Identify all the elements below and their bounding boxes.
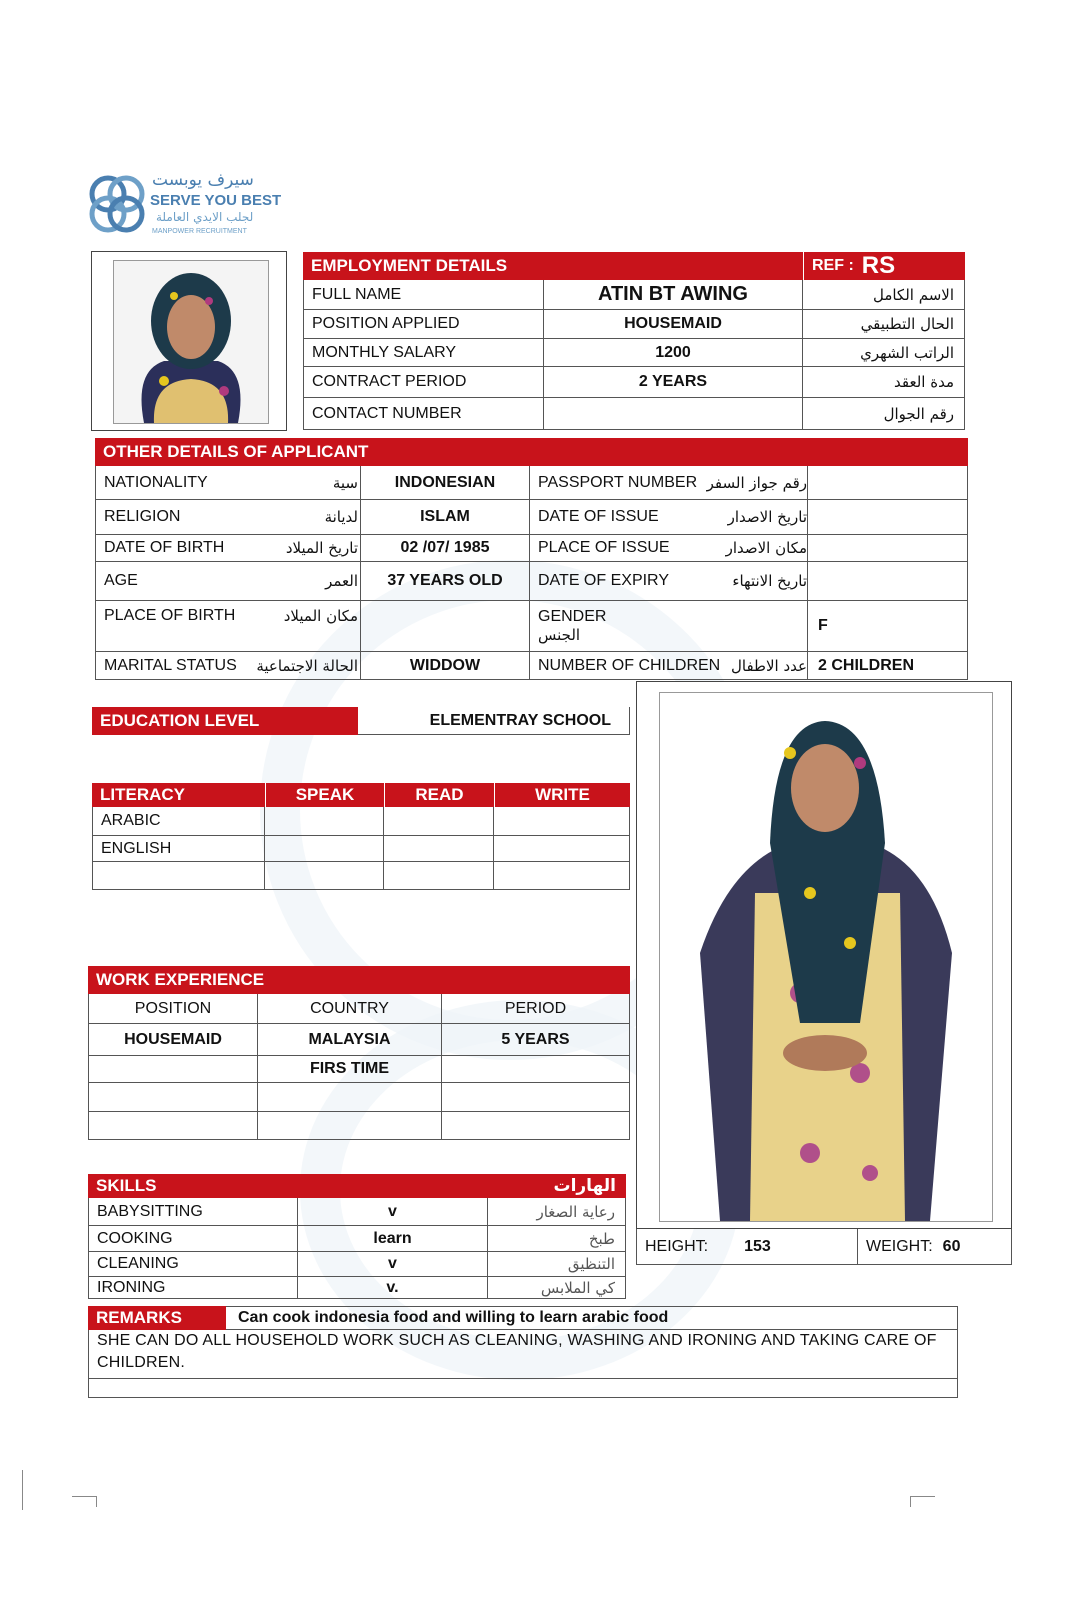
work-cell: FIRS TIME <box>258 1056 442 1083</box>
other-left-arabic: تاريخ الميلاد <box>285 539 358 557</box>
crop-mark <box>910 1496 935 1507</box>
employment-row-value: HOUSEMAID <box>544 310 803 339</box>
literacy-column-header: READ <box>384 783 494 807</box>
other-left-arabic: سية <box>332 473 358 492</box>
crop-mark <box>22 1470 23 1510</box>
other-right-label: DATE OF ISSUE <box>538 508 659 525</box>
literacy-cell <box>494 836 630 862</box>
remarks-line1: Can cook indonesia food and willing to learn arabic food <box>226 1306 958 1330</box>
work-column-header: COUNTRY <box>258 994 442 1024</box>
other-right-value <box>808 466 968 500</box>
other-left-value: WIDDOW <box>361 652 530 680</box>
employment-row-value <box>544 398 803 430</box>
skills-header-label: SKILLS <box>96 1176 157 1195</box>
other-left-label: NATIONALITY <box>104 473 208 491</box>
employment-row-arabic: الراتب الشهري <box>803 339 965 367</box>
employment-row-label: CONTACT NUMBER <box>303 398 544 430</box>
other-right-label: PASSPORT NUMBER <box>538 473 698 491</box>
other-details-header-right <box>530 438 968 466</box>
literacy-language: ARABIC <box>92 807 265 836</box>
work-cell: MALAYSIA <box>258 1024 442 1056</box>
employment-row-arabic: مدة العقد <box>803 367 965 398</box>
literacy-cell <box>265 862 384 890</box>
other-right-arabic: مكان الاصدار <box>725 539 807 557</box>
logo-english-sub: MANPOWER RECRUITMENT <box>152 228 247 235</box>
height-value: 153 <box>744 1237 771 1255</box>
other-right-label-cell <box>530 601 808 652</box>
literacy-language: ENGLISH <box>92 836 265 862</box>
other-right-arabic: تاريخ الاصدار <box>727 508 807 526</box>
other-left-arabic: الحالة الاجتماعية <box>256 656 358 675</box>
education-level-header: EDUCATION LEVEL <box>92 707 358 735</box>
skill-name: IRONING <box>88 1277 298 1299</box>
employment-row-arabic: الحال التطبيقي <box>803 310 965 339</box>
work-cell: HOUSEMAID <box>88 1024 258 1056</box>
other-left-arabic: لديانة <box>324 508 358 526</box>
remarks-empty-row <box>88 1378 958 1398</box>
literacy-cell <box>265 836 384 862</box>
other-right-value: 2 CHILDREN <box>808 652 968 680</box>
skills-header-arabic: الهارات <box>553 1176 616 1196</box>
company-logo <box>86 170 286 242</box>
skill-name: COOKING <box>88 1226 298 1252</box>
other-right-value <box>808 500 968 535</box>
remarks-header: REMARKS <box>88 1306 226 1330</box>
literacy-header: LITERACY <box>92 783 265 807</box>
skill-arabic: كي الملابس <box>488 1277 626 1299</box>
employment-row-value: 1200 <box>544 339 803 367</box>
employment-row-value: ATIN BT AWING <box>544 280 803 310</box>
remarks-body: SHE CAN DO ALL HOUSEHOLD WORK SUCH AS CLEANING, WASHING AND IRONING AND TAKING CARE OF CHILDREN. <box>88 1330 958 1378</box>
logo-english: SERVE YOU BEST <box>150 192 282 209</box>
work-cell <box>88 1112 258 1140</box>
ref-box <box>803 252 965 280</box>
other-right-value: F <box>808 601 968 652</box>
work-experience-header: WORK EXPERIENCE <box>88 966 630 994</box>
other-left-label: MARITAL STATUS <box>104 656 237 674</box>
ref-label: REF : <box>812 257 854 274</box>
literacy-cell <box>384 862 494 890</box>
ref-value: RS <box>861 252 896 279</box>
employment-row-arabic: رقم الجوال <box>803 398 965 430</box>
employment-row-value: 2 YEARS <box>544 367 803 398</box>
other-left-label: AGE <box>104 572 138 589</box>
other-left-label-cell <box>95 535 361 562</box>
other-right-label: PLACE OF ISSUE <box>538 539 670 556</box>
other-right-value <box>808 562 968 601</box>
skill-value: v. <box>298 1277 488 1299</box>
skill-name: BABYSITTING <box>88 1198 298 1226</box>
other-left-value: ISLAM <box>361 500 530 535</box>
height-label: HEIGHT: <box>645 1237 709 1255</box>
skill-arabic: رعاية الصغار <box>488 1198 626 1226</box>
weight-value: 60 <box>942 1237 961 1255</box>
other-right-arabic: عدد الاطفال <box>731 656 807 675</box>
weight-label: WEIGHT: <box>866 1237 933 1255</box>
other-right-value <box>808 535 968 562</box>
other-left-label: PLACE OF BIRTH <box>104 607 236 624</box>
skill-value: v <box>298 1198 488 1226</box>
employment-row-label: FULL NAME <box>303 280 544 310</box>
other-left-label: DATE OF BIRTH <box>104 539 225 556</box>
work-cell: 5 YEARS <box>442 1024 630 1056</box>
other-right-label-cell <box>530 466 808 500</box>
other-left-arabic: مكان الميلاد <box>283 607 358 625</box>
employment-row-label: MONTHLY SALARY <box>303 339 544 367</box>
literacy-cell <box>494 862 630 890</box>
weight-cell <box>858 1229 1012 1265</box>
crop-mark <box>72 1496 97 1507</box>
other-left-value: INDONESIAN <box>361 466 530 500</box>
skills-header <box>88 1174 626 1198</box>
other-left-label-cell <box>95 500 361 535</box>
other-right-arabic: رقم جواز السفر <box>706 473 807 492</box>
literacy-cell <box>384 836 494 862</box>
work-cell <box>88 1056 258 1083</box>
skill-value: v <box>298 1252 488 1277</box>
logo-arabic-sub: لجلب الايدي العاملة <box>156 210 254 224</box>
logo-knot-icon <box>86 172 148 238</box>
other-right-label: DATE OF EXPIRY <box>538 572 669 589</box>
full-body-photo <box>659 692 993 1222</box>
height-cell <box>636 1229 858 1265</box>
other-right-arabic: الجنس <box>538 626 581 644</box>
other-details-header: OTHER DETAILS OF APPLICANT <box>95 438 530 466</box>
other-right-label-cell <box>530 500 808 535</box>
literacy-cell <box>494 807 630 836</box>
employment-row-arabic: الاسم الكامل <box>803 280 965 310</box>
skill-arabic: طبخ <box>488 1226 626 1252</box>
work-cell <box>258 1083 442 1112</box>
work-cell <box>442 1112 630 1140</box>
other-right-label-cell <box>530 562 808 601</box>
other-left-label-cell <box>95 652 361 680</box>
work-cell <box>258 1112 442 1140</box>
other-left-label-cell <box>95 562 361 601</box>
other-left-label-cell <box>95 466 361 500</box>
skill-value: learn <box>298 1226 488 1252</box>
other-right-arabic: تاريخ الانتهاء <box>732 572 807 590</box>
literacy-language <box>92 862 265 890</box>
employment-row-label: CONTRACT PERIOD <box>303 367 544 398</box>
other-left-label: RELIGION <box>104 508 181 525</box>
other-left-value: 37 YEARS OLD <box>361 562 530 601</box>
other-right-label-cell <box>530 535 808 562</box>
other-right-label-cell <box>530 652 808 680</box>
other-left-value <box>361 601 530 652</box>
other-right-label: GENDER <box>538 608 607 625</box>
portrait-photo-frame <box>91 251 287 431</box>
other-left-arabic: العمر <box>325 572 358 590</box>
literacy-column-header: SPEAK <box>265 783 384 807</box>
other-right-label: NUMBER OF CHILDREN <box>538 656 721 674</box>
full-body-photo-frame <box>636 681 1012 1229</box>
other-left-label-cell <box>95 601 361 652</box>
work-column-header: PERIOD <box>442 994 630 1024</box>
education-level-value: ELEMENTRAY SCHOOL <box>358 707 630 735</box>
employment-row-label: POSITION APPLIED <box>303 310 544 339</box>
employment-details-header: EMPLOYMENT DETAILS <box>303 252 803 280</box>
logo-arabic: سيرف يوبست <box>152 170 254 190</box>
work-cell <box>442 1056 630 1083</box>
work-column-header: POSITION <box>88 994 258 1024</box>
skill-arabic: التنظيق <box>488 1252 626 1277</box>
skill-name: CLEANING <box>88 1252 298 1277</box>
other-left-value: 02 /07/ 1985 <box>361 535 530 562</box>
portrait-photo <box>113 260 269 424</box>
work-cell <box>442 1083 630 1112</box>
literacy-cell <box>384 807 494 836</box>
literacy-cell <box>265 807 384 836</box>
literacy-column-header: WRITE <box>494 783 630 807</box>
work-cell <box>88 1083 258 1112</box>
